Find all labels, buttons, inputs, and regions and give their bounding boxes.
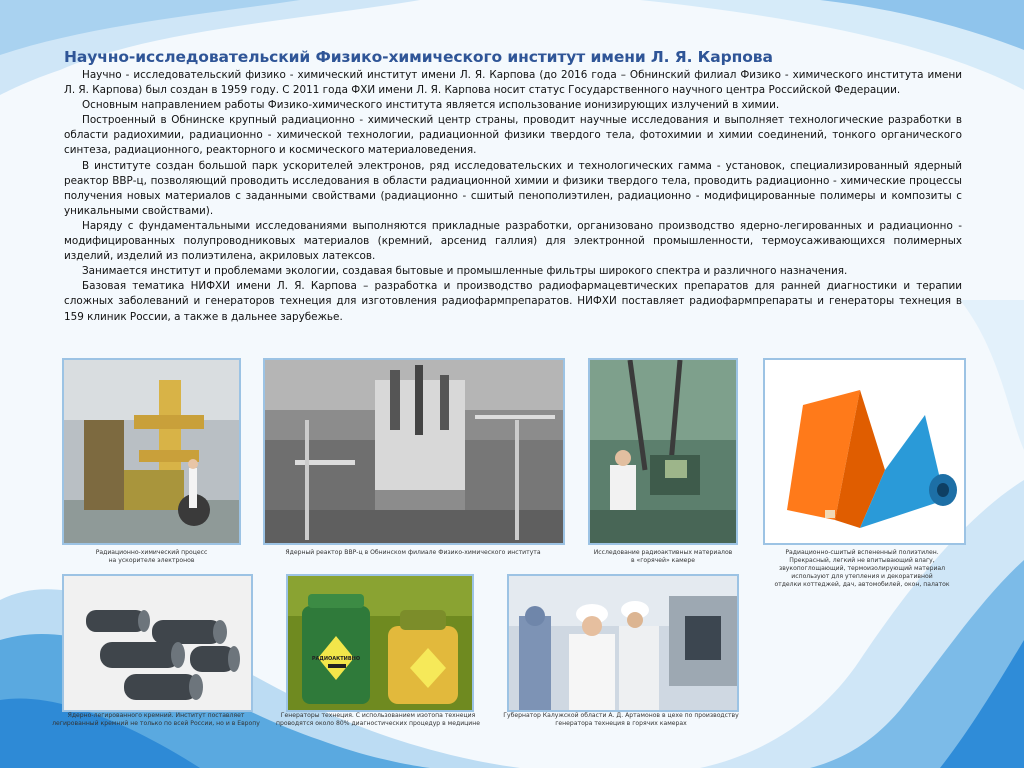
caption-silicon: Ядерно-легированного кремний. Институт поставляет легированный кремний не только по всей России, но и в Европу (52, 712, 260, 727)
photo-technetium-generators (286, 574, 474, 712)
paragraph: Наряду с фундаментальными исследованиями выполняются прикладные разработки, организовано производство ядерно-легированных и радиационно - модифицированных полупроводниковых материалов (кремний, арсенид галлия) для электронной промышленности, термоусаживающихся полимерных изделий, изделий из полиэтилена, акриловых латексов. (64, 219, 962, 263)
caption-electron-accelerator: Радиационно-химический процесс на ускорителе электронов (95, 549, 208, 564)
paragraph: Основным направлением работы Физико-химического института является использование ионизирующих излучений в химии. (82, 99, 780, 112)
photo-silicon-ingots (62, 574, 253, 712)
caption-governor-visit: Губернатор Калужской области А. Д. Артамонов в цехе по производству генератора технеция в горячих камерах (503, 712, 739, 727)
article-body (64, 68, 962, 325)
photo-foam-polyethylene (763, 358, 966, 545)
container-label: РАДИОАКТИВНО (311, 656, 361, 662)
photo-governor-visit (507, 574, 739, 712)
photo-reactor (263, 358, 565, 545)
paragraph: Базовая тематика НИФХИ имени Л. Я. Карпова – разработка и производство радиофармацевтических препаратов для ранней диагностики и терапии сложных заболеваний и генераторов технеция для изготовления радиофармпрепаратов. НИФХИ поставляет радиофармпрепараты и генераторы технеция в 159 клиник России, а также в дальнее зарубежье. (64, 280, 962, 323)
caption-hot-cell: Исследование радиоактивных материалов в «горячей» камере (593, 549, 733, 564)
paragraph: Построенный в Обнинске крупный радиационно - химический центр страны, проводит научные исследования и выполняет технологические разработки в области радиохимии, радиационно - химической технологии, радиационной физики твердого тела, фотохимии и химии соединений, тонкого органического синтеза, радиационного, реакторного и космического материаловедения. (64, 114, 962, 157)
photo-hot-cell (588, 358, 738, 545)
paragraph: Занимается институт и проблемами экологии, создавая бытовые и промышленные фильтры широкого спектра и различного назначения. (82, 265, 848, 278)
paragraph: В институте создан большой парк ускорителей электронов, ряд исследовательских и технологических гамма - установок, специализированный ядерный реактор ВВР-ц, позволяющий проводить исследования в области радиационной химии и физики твердого тела, проводить радиационно - химические процессы получения новых материалов с заданными свойствами (радиационно - сшитый пенополиэтилен, радиационно - модифицированные полимеры и композиты с уникальными свойствами). (64, 159, 962, 217)
caption-foam-polyethylene: Радиационно-сшитый вспененный полиэтилен. Прекрасный, легкий не впитывающий влагу, звукопоглощающий, термоизолирующий материал используют для утепления и декоративной отделки коттеджей, дач, автомобилей, окон, палаток (774, 549, 950, 588)
paragraph: Научно - исследовательский физико - химический институт имени Л. Я. Карпова (до 2016 года – Обнинский филиал Физико - химического института имени Л. Я. Карпова) был создан в 1959 году. С 2011 года ФХИ имени Л. Я. Карпова носит статус Государственного научного центра Российской Федерации. (64, 69, 962, 97)
page-title: Научно-исследовательский Физико-химического институт имени Л. Я. Карпова (64, 48, 773, 66)
caption-reactor: Ядерный реактор ВВР-ц в Обнинском филиале Физико-химического института (285, 549, 541, 556)
photo-electron-accelerator (62, 358, 241, 545)
caption-technetium: Генераторы технеция. С использованием изотопа технеция проводятся около 80% диагностических процедур в медицине (275, 712, 481, 727)
